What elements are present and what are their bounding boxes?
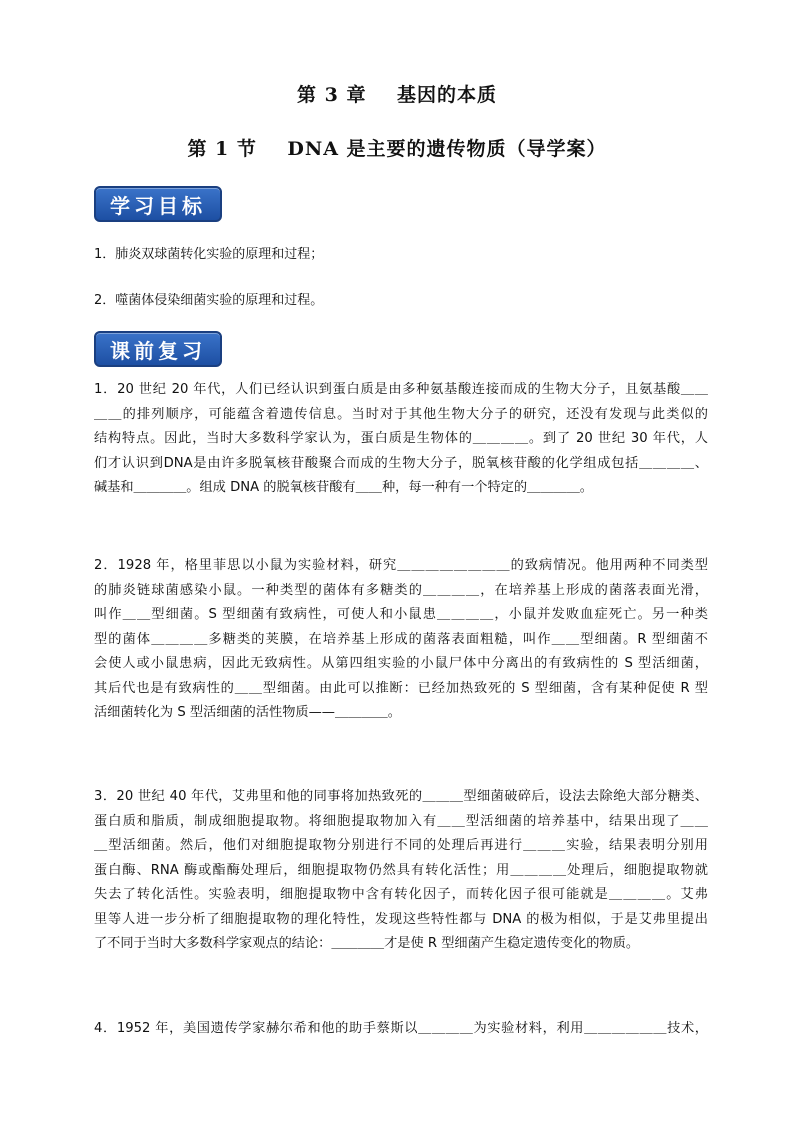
text-line: 了不同于当时大多数科学家观点的结论：＿＿＿＿才是使 R 型细菌产生稳定遗传变化的物质。: [94, 936, 640, 951]
review-question-2: [94, 554, 708, 726]
review-question-4: [94, 1017, 708, 1042]
text-line: 蛋白质和脂质，制成细胞提取物。将细胞提取物加入有＿＿型活细菌的培养基中，结果出现了＿＿: [94, 813, 708, 829]
text-line: 会使人或小鼠患病，因此无致病性。从第四组实验的小鼠尸体中分离出的有致病性的 S 型活细菌，: [94, 656, 708, 671]
text-line: 型的菌体＿＿＿＿多糖类的荚膜，在培养基上形成的菌落表面粗糙，叫作＿＿型细菌。R 型细菌不: [94, 631, 708, 647]
text-line: ＿＿的排列顺序，可能蕴含着遗传信息。当时对于其他生物大分子的研究，还没有发现与此类似的: [94, 406, 708, 422]
chapter-title: 第 3 章 基因的本质: [297, 84, 497, 106]
text-line: ＿型活细菌。然后，他们对细胞提取物分别进行不同的处理后再进行＿＿＿实验，结果表明分别用: [94, 838, 708, 853]
text-line: 其后代也是有致病性的＿＿型细菌。由此可以推断：已经加热致死的 S 型细菌，含有某种促使 R 型: [94, 680, 708, 696]
text-line: 4．1952 年，美国遗传学家赫尔希和他的助手蔡斯以＿＿＿＿为实验材料，利用＿＿＿＿＿＿技术，: [94, 1021, 708, 1036]
text-line: 2．1928 年，格里菲思以小鼠为实验材料，研究＿＿＿＿＿＿＿＿的致病情况。他用两种不同类型: [94, 558, 708, 573]
review-question-1: [94, 378, 708, 501]
text-line: 蛋白酶、RNA 酶或酯酶处理后，细胞提取物仍然具有转化活性；用＿＿＿＿处理后，细胞提取物就: [94, 862, 708, 878]
goal-item-2: 2．噬菌体侵染细菌实验的原理和过程。: [94, 293, 324, 308]
goal-item-1: 1．肺炎双球菌转化实验的原理和过程；: [94, 247, 324, 262]
text-line: 失去了转化活性。实验表明，细胞提取物中含有转化因子，而转化因子很可能就是＿＿＿＿。艾弗: [94, 887, 708, 902]
text-line: 活细菌转化为 S 型活细菌的活性物质——＿＿＿＿。: [94, 705, 401, 720]
text-line: 碱基和＿＿＿＿。组成 DNA 的脱氧核苷酸有＿＿种，每一种有一个特定的＿＿＿＿。: [94, 480, 593, 495]
text-line: 们才认识到DNA是由许多脱氧核苷酸聚合而成的生物大分子，脱氧核苷酸的化学组成包括＿＿＿＿、: [94, 455, 708, 471]
review-question-3: [94, 785, 708, 957]
learning-goals-badge: 学习目标: [94, 186, 222, 222]
section-title: 第 1 节 DNA 是主要的遗传物质（导学案）: [187, 138, 607, 160]
text-line: 叫作＿＿型细菌。S 型细菌有致病性，可使人和小鼠患＿＿＿＿，小鼠并发败血症死亡。另一种类: [94, 607, 708, 622]
text-line: 3．20 世纪 40 年代，艾弗里和他的同事将加热致死的＿＿＿型细菌破碎后，设法去除绝大部分糖类、: [94, 789, 708, 804]
text-line: 的肺炎链球菌感染小鼠。一种类型的菌体有多糖类的＿＿＿＿，在培养基上形成的菌落表面光滑，: [94, 582, 708, 598]
text-line: 里等人进一步分析了细胞提取物的理化特性，发现这些特性都与 DNA 的极为相似，于是艾弗里提出: [94, 911, 708, 927]
pre-class-review-badge: 课前复习: [94, 331, 222, 367]
text-line: 结构特点。因此，当时大多数科学家认为，蛋白质是生物体的＿＿＿＿。到了 20 世纪 30 年代，人: [94, 431, 708, 446]
text-line: 1．20 世纪 20 年代，人们已经认识到蛋白质是由多种氨基酸连接而成的生物大分子，且氨基酸＿＿: [94, 382, 708, 397]
